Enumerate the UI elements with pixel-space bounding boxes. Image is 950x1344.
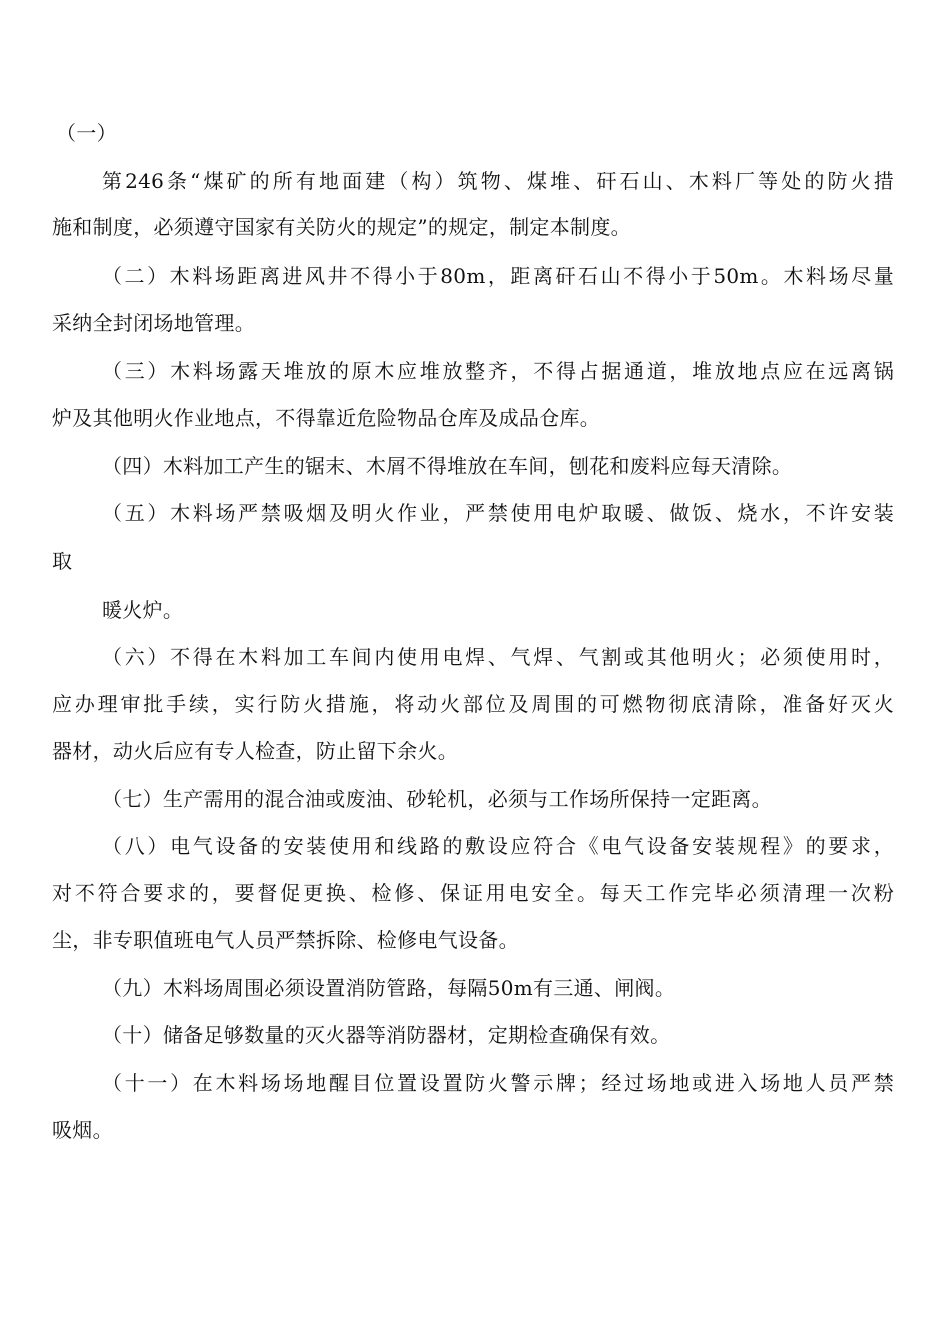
paragraph-10: （十）储备足够数量的灭火器等消防器材，定期检查确保有效。: [102, 1023, 671, 1047]
paragraph-5-line-1: （五）木料场严禁吸烟及明火作业，严禁使用电炉取暖、做饭、烧水，不许安装: [102, 501, 894, 525]
paragraph-6-line-3: 器材，动火后应有专人检查，防止留下余火。: [52, 739, 458, 763]
heading-section-1: （一）: [56, 121, 117, 145]
paragraph-7: （七）生产需用的混合油或废油、砂轮机，必须与工作场所保持一定距离。: [102, 787, 772, 811]
paragraph-1-line-2: 施和制度，必须遵守国家有关防火的规定”的规定，制定本制度。: [52, 215, 631, 239]
paragraph-6-line-1: （六）不得在木料加工车间内使用电焊、气焊、气割或其他明火；必须使用时，: [102, 645, 894, 669]
paragraph-3-line-1: （三）木料场露天堆放的原木应堆放整齐，不得占据通道，堆放地点应在远离锅: [102, 359, 894, 383]
paragraph-11-line-2: 吸烟。: [52, 1118, 113, 1142]
paragraph-1-line-1: 第246条“煤矿的所有地面建（构）筑物、煤堆、矸石山、木料厂等处的防火措: [102, 169, 894, 193]
paragraph-5-line-3: 暖火炉。: [102, 598, 184, 622]
paragraph-3-line-2: 炉及其他明火作业地点，不得靠近危险物品仓库及成品仓库。: [52, 406, 601, 430]
paragraph-9: （九）木料场周围必须设置消防管路，每隔50m有三通、闸阀。: [102, 976, 676, 1000]
paragraph-6-line-2: 应办理审批手续，实行防火措施，将动火部位及周围的可燃物彻底清除，准备好灭火: [52, 692, 894, 716]
paragraph-2-line-1: （二）木料场距离进风井不得小于80m，距离矸石山不得小于50m。木料场尽量: [102, 264, 894, 288]
paragraph-5-line-2: 取: [52, 549, 73, 573]
paragraph-11-line-1: （十一）在木料场场地醒目位置设置防火警示牌；经过场地或进入场地人员严禁: [102, 1071, 894, 1095]
paragraph-2-line-2: 采纳全封闭场地管理。: [52, 311, 255, 335]
paragraph-8-line-2: 对不符合要求的，要督促更换、检修、保证用电安全。每天工作完毕必须清理一次粉: [52, 881, 894, 905]
paragraph-8-line-1: （八）电气设备的安装使用和线路的敷设应符合《电气设备安装规程》的要求，: [102, 834, 894, 858]
paragraph-8-line-3: 尘，非专职值班电气人员严禁拆除、检修电气设备。: [52, 928, 519, 952]
paragraph-4: （四）木料加工产生的锯末、木屑不得堆放在车间，刨花和废料应每天清除。: [102, 454, 793, 478]
